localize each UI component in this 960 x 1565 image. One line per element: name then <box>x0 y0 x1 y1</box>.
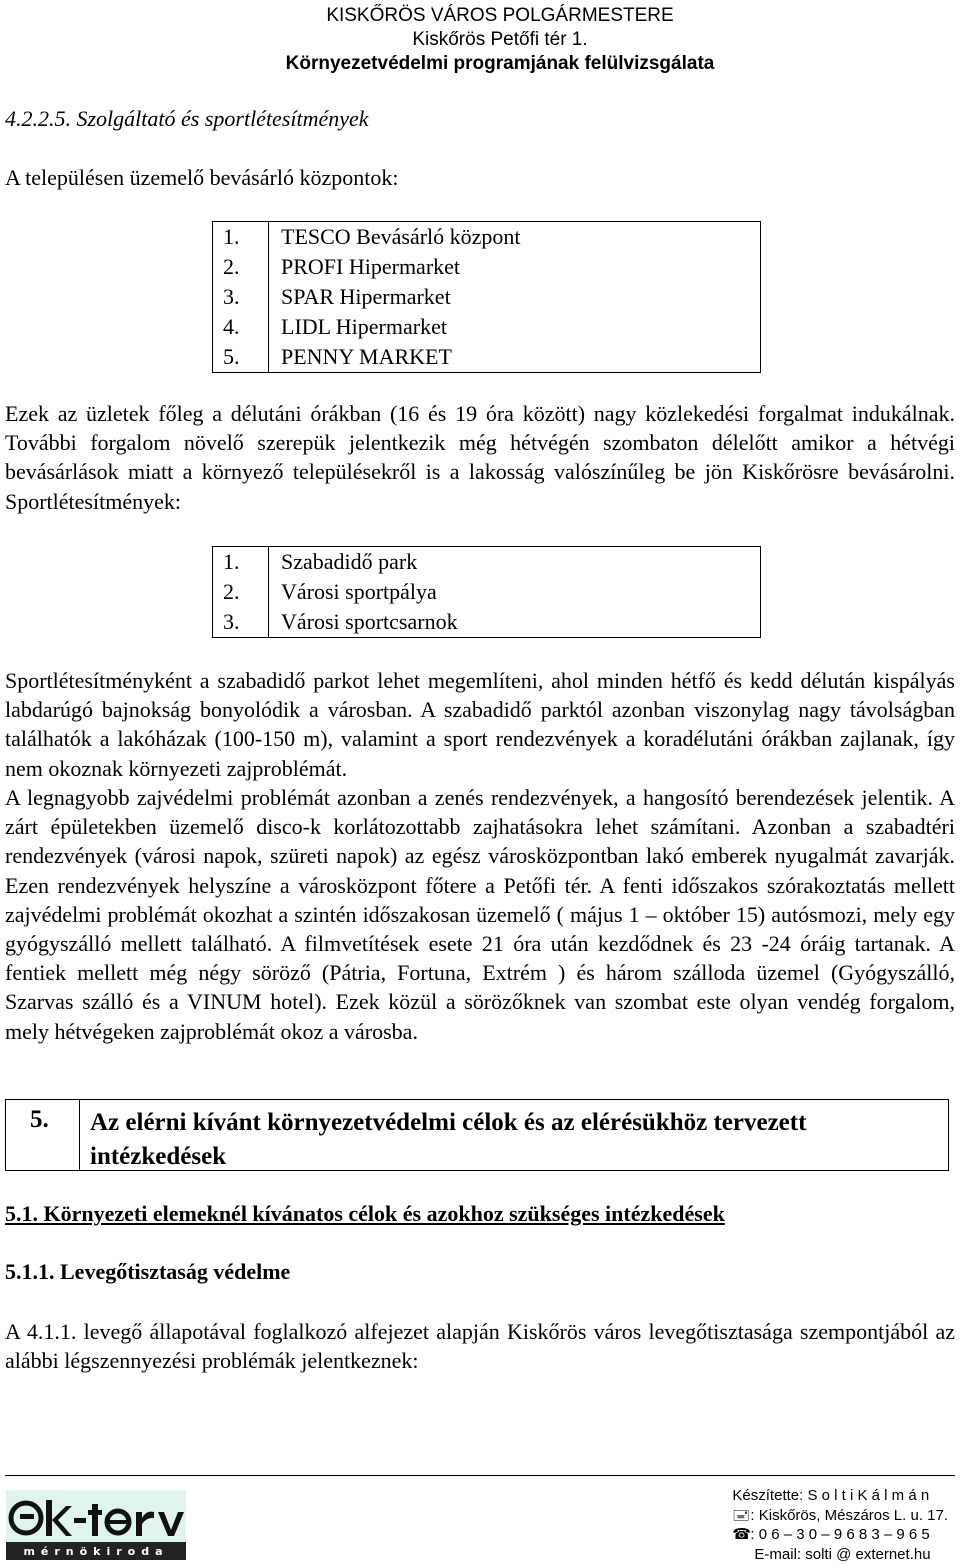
list-item-label: Városi sportpálya <box>281 579 437 604</box>
chapter-number: 5. <box>30 1106 49 1133</box>
list-item-number: 2. <box>223 254 240 279</box>
paragraph-noise: A legnagyobb zajvédelmi problémát azonban a zenés rendezvények, a hangosító berendezések jelentik. A zárt épületekben üzemelő disco-k korlátozottabb zajhatásokra lehet számítani. Azonban a szabadtéri rendezvények (városi napok, szüreti napok) az egész városközpontban lakó emberek nyugalmát zavarják. Ezen rendezvények helyszíne a városközpont főtere a Petőfi tér. A fenti időszakos szórakoztatás mellett zajvédelmi problémát okozhat a szintén időszakosan üzemelő ( május 1 – október 15) autósmozi, mely egy gyógyszálló mellett található. A filmvetítések esete 21 óra után kezdődnek és 23 -24 óráig tartanak. A fentiek mellett még négy söröző (Pátria, Fortuna, Extrém ) és három szálloda üzemel (Gyógyszálló, Szarvas szálló és a VINUM hotel). Ezek közül a sörözőknek van szombat este olyan vendég forgalom, mely hétvégeken zajproblémát okoz a városba. <box>5 785 955 1044</box>
header-mayor: KISKŐRÖS VÁROS POLGÁRMESTERE <box>326 5 674 26</box>
list-item-label: Városi sportcsarnok <box>281 609 458 634</box>
header-address: Kiskőrös Petőfi tér 1. <box>412 29 588 50</box>
paragraph-shops-traffic: Ezek az üzletek főleg a délutáni órákban (16 és 19 óra között) nagy közlekedési forgalmat indukálnak. További forgalom növelő szerepük jelentkezik még hétvégén szombaton délelőtt amikor a hétvégi bevásárlások miatt a környező településekről is a lakosság valószínűleg be jön Kiskőrösre bevásárolni. Sportlétesítmények: <box>5 401 955 514</box>
sports-list <box>212 546 761 638</box>
subsection-heading: 5.1. Környezeti elemeknél kívánatos célok és azokhoz szükséges intézkedések <box>5 1201 725 1226</box>
list-item-number: 3. <box>223 609 240 634</box>
section-heading: 4.2.2.5. Szolgáltató és sportlétesítmények <box>5 106 369 131</box>
chapter-title: Az elérni kívánt környezetvédelmi célok és az elérésükhöz tervezett intézkedések <box>90 1109 807 1170</box>
list-item-number: 1. <box>223 549 240 574</box>
mailbox-icon: 🖃 <box>732 1506 750 1524</box>
phone-icon: ☎ <box>732 1526 752 1543</box>
list-item-number: 5. <box>223 344 240 369</box>
svg-text:mérnökiroda: mérnökiroda <box>23 1545 169 1558</box>
footer-phone: : 0 6 – 3 0 – 9 6 8 3 – 9 6 5 <box>750 1526 930 1543</box>
list-item-label: Szabadidő park <box>281 549 418 574</box>
list-divider <box>268 547 269 637</box>
list-item-label: PENNY MARKET <box>281 344 452 369</box>
subsubsection-heading: 5.1.1. Levegőtisztaság védelme <box>5 1259 291 1284</box>
footer-address-row <box>732 1506 948 1526</box>
list-item-label: TESCO Bevásárló központ <box>281 224 521 249</box>
footer-address: : Kiskőrös, Mészáros L. u. 17. <box>750 1506 948 1524</box>
logo-graphic <box>6 1490 186 1560</box>
list-item-label: LIDL Hipermarket <box>281 314 447 339</box>
footer-phone-row <box>732 1525 948 1545</box>
footer-divider <box>5 1475 955 1476</box>
list-item-number: 1. <box>223 224 240 249</box>
heading-divider <box>79 1100 80 1170</box>
list-item-number: 4. <box>223 314 240 339</box>
shops-list <box>212 221 761 373</box>
list-item-number: 2. <box>223 579 240 604</box>
company-logo <box>6 1490 186 1560</box>
list-divider <box>268 222 269 372</box>
footer-email: E-mail: solti @ externet.hu <box>754 1545 931 1563</box>
list-item-label: SPAR Hipermarket <box>281 284 451 309</box>
shops-intro: A településen üzemelő bevásárló központok: <box>5 165 399 190</box>
chapter-heading-box <box>5 1099 949 1171</box>
paragraph-sports: Sportlétesítményként a szabadidő parkot lehet megemlíteni, ahol minden hétfő és kedd délután kispályás labdarúgó bajnokság bonyolódik a városban. A szabadidő parktól azonban viszonylag nagy távolságban találhatók a lakóházak (100-150 m), valamint a sport rendezvények a koradélutáni órákban zajlanak, így nem okoznak környezeti zajproblémát. <box>5 668 955 781</box>
header-program-title: Környezetvédelmi programjának felülvizsgálata <box>285 53 715 74</box>
list-item-number: 3. <box>223 284 240 309</box>
list-item-label: PROFI Hipermarket <box>281 254 461 279</box>
footer-contact <box>732 1486 948 1564</box>
page-header <box>0 4 960 76</box>
paragraph-air-quality: A 4.1.1. levegő állapotával foglalkozó alfejezet alapján Kiskőrös város levegőtisztasága szempontjából az alábbi légszennyezési problémák jelentkeznek: <box>5 1319 955 1374</box>
footer-author: Készítette: S o l t i K á l m á n <box>732 1487 930 1504</box>
